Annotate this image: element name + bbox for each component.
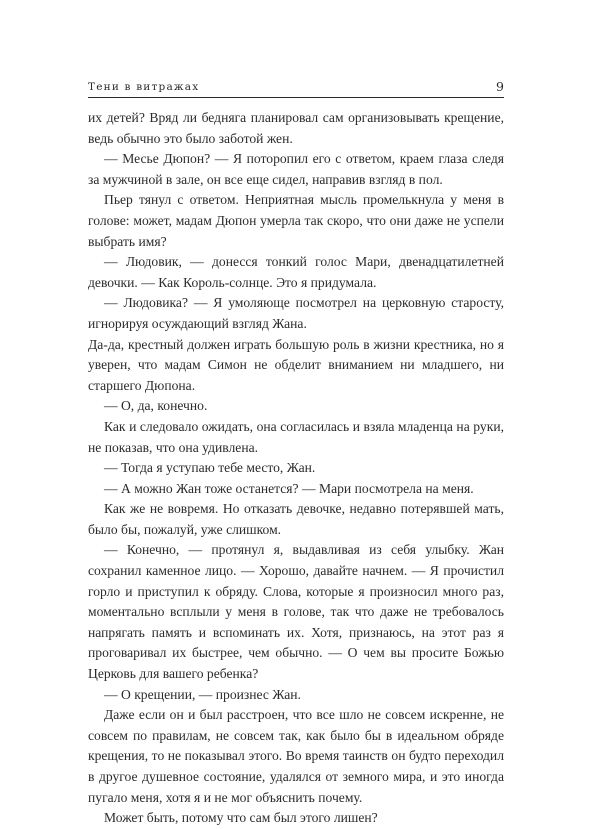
paragraph: — О крещении, — произнес Жан.: [104, 686, 301, 702]
paragraph: Может быть, потому что сам был этого лишен?: [104, 810, 378, 826]
paragraph: — Тогда я уступаю тебе место, Жан.: [104, 460, 316, 476]
paragraph: — Месье Дюпон? — Я поторопил его с ответом, краем глаза следя за мужчиной в зале, он все еще сидел, направив взгляд в пол.: [88, 151, 504, 187]
paragraph: Пьер тянул с ответом. Неприятная мысль промелькнула у меня в голове: может, мадам Дюпон умерла так скоро, что они даже не успели выбрать имя?: [88, 192, 504, 249]
running-head: [88, 77, 504, 98]
paragraph: Как же не вовремя. Но отказать девочке, недавно потерявшей мать, было бы, пожалуй, уже слишком.: [88, 501, 504, 537]
paragraph: их детей? Вряд ли бедняга планировал сам организовывать крещение, ведь обычно это было заботой жен.: [88, 110, 504, 146]
paragraph: Даже если он и был расстроен, что все шло не совсем искренне, не совсем по правилам, не совсем так, как было бы в идеальном обряде крещения, то не показывал этого. Во время таинств он будто переходил в другое душевное состояние, удалялся от земного мира, и это иногда пугало меня, хотя я и не мог объяснить почему.: [88, 707, 504, 805]
body-text: [88, 108, 504, 829]
paragraph: — Конечно, — протянул я, выдавливая из себя улыбку. Жан сохранил каменное лицо. — Хорошо, давайте начнем. — Я прочистил горло и приступил к обряду. Слова, которые я произносил много раз, моментально всплыли у меня в голове, так что даже не требовалось напрягать память и вспоминать их. Хотя, признаюсь, на этот раз я проговаривал их быстрее, чем обычно. — О чем вы просите Божью Церковь для вашего ребенка?: [88, 542, 504, 682]
paragraph: Как и следовало ожидать, она согласилась и взяла младенца на руки, не показав, что она удивлена.: [88, 418, 504, 455]
paragraph: — Людовика? — Я умоляюще посмотрел на церковную старосту, игнорируя осуждающий взгляд Жана.: [88, 295, 504, 331]
paragraph: — А можно Жан тоже останется? — Мари посмотрела на меня.: [104, 480, 474, 496]
paragraph: — Людовик, — донесся тонкий голос Мари, двенадцатилетней девочки. — Как Король-солнце. Это я придумала.: [88, 254, 504, 290]
running-title: Тени в витражах: [88, 81, 200, 93]
paragraph: Да-да, крестный должен играть большую роль в жизни крестника, но я уверен, что мадам Симон не обделит вниманием ни младшего, ни старшего Дюпона.: [88, 336, 504, 393]
page-number: 9: [496, 79, 504, 94]
paragraph: — О, да, конечно.: [104, 398, 208, 414]
